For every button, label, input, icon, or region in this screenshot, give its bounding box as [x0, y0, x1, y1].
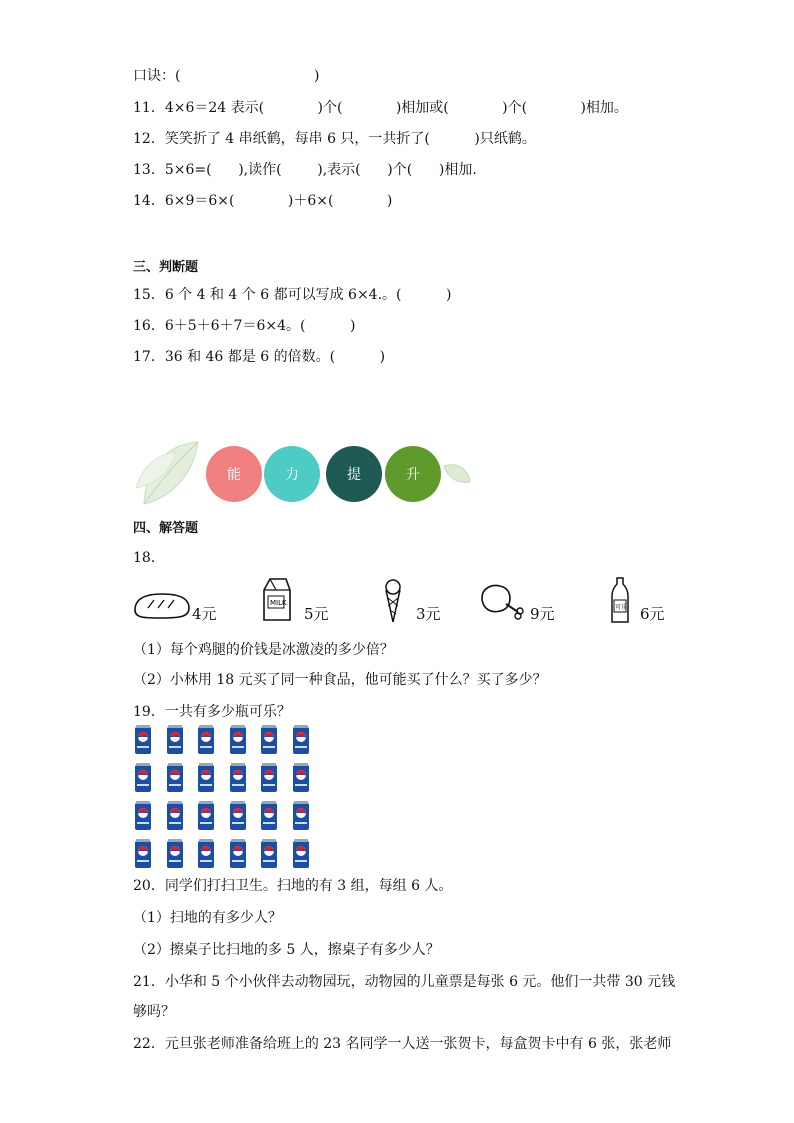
question-19: 19．一共有多少瓶可乐？: [133, 704, 291, 720]
banner-circle-sheng: 升: [385, 446, 441, 502]
cola-can-icon: [260, 801, 278, 831]
question-12: 12．笑笑折了 4 串纸鹤，每串 6 只，一共折了( )只纸鹤。: [133, 131, 536, 147]
svg-text:可乐: 可乐: [615, 604, 628, 611]
bread-price: 4元: [192, 605, 217, 623]
question-16: 16．6＋5＋6＋7＝6×4。( ): [133, 318, 356, 334]
ice-cream-price: 3元: [416, 605, 441, 623]
cola-can-icon: [229, 763, 247, 793]
question-11: 11．4×6＝24 表示( )个( )相加或( )个( )相加。: [133, 100, 628, 116]
cola-can-icon: [166, 839, 184, 869]
cola-can-icon: [292, 725, 310, 755]
milk-price: 5元: [304, 605, 329, 623]
svg-text:MILK: MILK: [270, 599, 287, 607]
cola-can-icon: [260, 839, 278, 869]
cola-can-icon: [134, 763, 152, 793]
cola-can-icon: [166, 725, 184, 755]
cola-can-icon: [197, 763, 215, 793]
question-18-number: 18．: [133, 550, 165, 566]
small-leaf-icon: [442, 460, 472, 490]
bread-icon: [132, 588, 192, 638]
chicken-leg-price: 9元: [530, 605, 555, 623]
question-21-line1: 21．小华和 5 个小伙伴去动物园玩，动物园的儿童票是每张 6 元。他们一共带 30 元钱: [133, 974, 676, 990]
milk-carton-icon: [260, 576, 294, 626]
section-answer-title: 四、解答题: [133, 521, 199, 536]
ability-banner: [136, 438, 476, 506]
question-15: 15．6 个 4 和 4 个 6 都可以写成 6×4.。( ): [133, 287, 452, 303]
question-20: 20．同学们打扫卫生。扫地的有 3 组，每组 6 人。: [133, 878, 453, 894]
cola-can-icon: [134, 801, 152, 831]
question-18-sub1: （1）每个鸡腿的价钱是冰激凌的多少倍？: [133, 642, 394, 658]
question-21-line2: 够吗？: [133, 1004, 175, 1020]
question-17: 17．36 和 46 都是 6 的倍数。( ): [133, 349, 386, 365]
cola-can-icon: [197, 839, 215, 869]
leaf-decoration-icon: [136, 438, 216, 506]
cola-can-icon: [197, 725, 215, 755]
cola-can-icon: [292, 801, 310, 831]
banner-circle-ti: 提: [326, 446, 382, 502]
cola-can-icon: [292, 763, 310, 793]
question-18-sub2: （2）小林用 18 元买了同一种食品，他可能买了什么？买了多少？: [133, 672, 547, 688]
formula-blank-line: 口诀：( ): [133, 68, 320, 84]
question-14: 14．6×9＝6×( )＋6×( ): [133, 193, 393, 209]
cola-can-icon: [229, 801, 247, 831]
cola-can-icon: [292, 839, 310, 869]
cola-can-icon: [229, 839, 247, 869]
section-judge-title: 三、判断题: [133, 260, 199, 275]
cola-can-icon: [229, 725, 247, 755]
cola-can-icon: [134, 725, 152, 755]
cola-price: 6元: [640, 605, 665, 623]
question-22-line1: 22．元旦张老师准备给班上的 23 名同学一人送一张贺卡，每盒贺卡中有 6 张，张老师: [133, 1036, 672, 1052]
banner-circle-neng: 能: [206, 446, 262, 502]
ice-cream-icon: [382, 578, 404, 628]
cola-bottle-icon: [610, 576, 630, 626]
cola-can-icon: [134, 839, 152, 869]
question-20-sub2: （2）擦桌子比扫地的多 5 人，擦桌子有多少人？: [133, 942, 440, 958]
cola-can-icon: [166, 763, 184, 793]
cola-can-icon: [260, 725, 278, 755]
cola-can-icon: [166, 801, 184, 831]
cola-can-icon: [197, 801, 215, 831]
question-13: 13．5×6=( ),读作( ),表示( )个( )相加.: [133, 162, 477, 178]
question-20-sub1: （1）扫地的有多少人？: [133, 910, 282, 926]
cola-can-icon: [260, 763, 278, 793]
banner-circle-li: 力: [264, 446, 320, 502]
chicken-leg-icon: [478, 582, 526, 632]
